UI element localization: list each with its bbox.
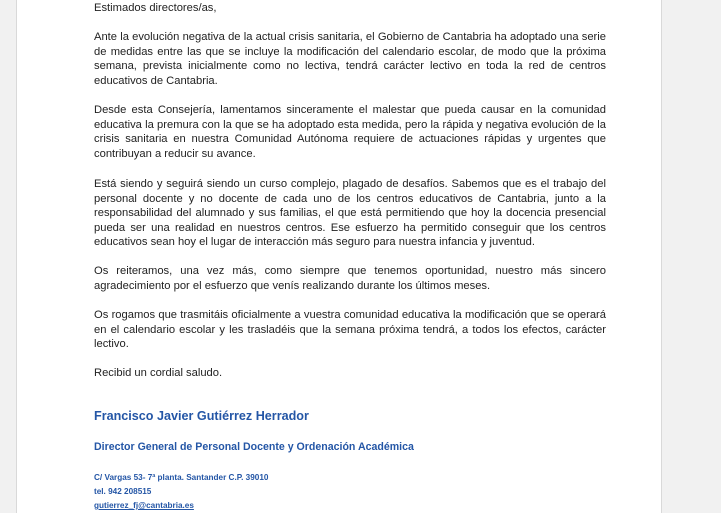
closing-line: Recibid un cordial saludo. [94,367,223,379]
signature-phone: tel. 942 208515 [94,487,152,496]
paragraph-1: Ante la evolución negativa de la actual crisis sanitaria, el Gobierno de Cantabria ha adoptado una serie de medidas entre las que se incluye la modificación del calendario escolar, de modo que la próxima semana, prevista inicialmente como no lectiva, tendrá carácter lectivo en toda la red de centros educativos de Cantabria. [94,31,606,87]
letter-greeting: Estimados directores/as, [94,2,217,14]
paragraph-5: Os rogamos que trasmitáis oficialmente a vuestra comunidad educativa la modificación que se operará en el calendario escolar y les trasladéis que la semana próxima tendrá, a todos los efectos, carácter lectivo. [94,309,606,351]
right-margin [662,0,721,513]
paragraph-3: Está siendo y seguirá siendo un curso complejo, plagado de desafíos. Sabemos que es el trabajo del personal docente y no docente de cada uno de los centros educativos de Cantabria, junto a la responsabilidad del alumnado y sus familias, el que está permitiendo que hoy la docencia presencial pueda ser una realidad en nuestros centros. Ese esfuerzo ha permitido conseguir que los centros educativos sean hoy el lugar de interacción más seguro para nuestra infancia y juventud. [94,178,606,249]
document-page [16,0,662,513]
signature-address: C/ Vargas 53- 7ª planta. Santander C.P. 39010 [94,473,269,482]
signature-email-link[interactable]: gutierrez_fj@cantabria.es [94,501,194,510]
paragraph-2: Desde esta Consejería, lamentamos sinceramente el malestar que pueda causar en la comunidad educativa la premura con la que se ha adoptado esta medida, pero la rápida y negativa evolución de la crisis sanitaria en nuestra Comunidad Autónoma requiere de actuaciones rápidas y urgentes que contribuyan a reducir su avance. [94,104,606,160]
signature-name: Francisco Javier Gutiérrez Herrador [94,409,309,423]
signature-title: Director General de Personal Docente y Ordenación Académica [94,441,414,453]
paragraph-4: Os reiteramos, una vez más, como siempre que tenemos oportunidad, nuestro más sincero agradecimiento por el esfuerzo que venís realizando durante los últimos meses. [94,265,606,292]
left-margin [0,0,16,513]
